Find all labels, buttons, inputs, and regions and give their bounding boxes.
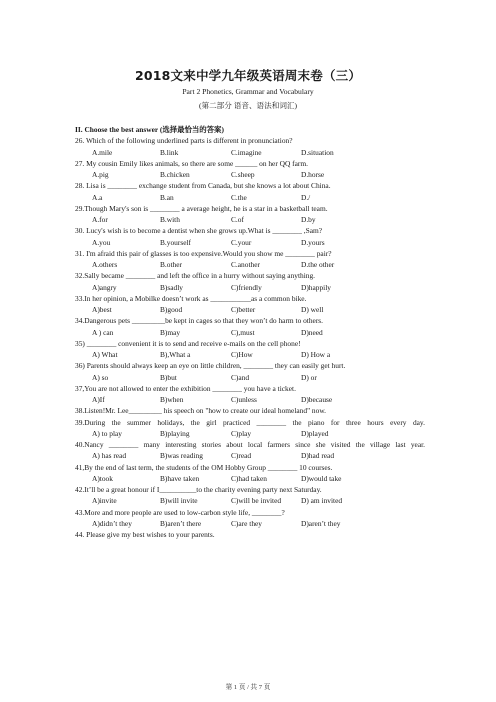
answer-option[interactable]: D.the other — [301, 260, 335, 269]
question-stem: 35) ________ convenient it is to send and receive e-mails on the cell phone! — [75, 338, 301, 348]
options-row — [75, 394, 425, 405]
options-row — [75, 259, 425, 270]
question-stem: 39.During the summer holidays, the girl practiced ________ the piano for three hours every day. — [75, 417, 425, 427]
answer-option[interactable]: B)when — [160, 395, 184, 404]
question-stem: 32.Sally became ________ and left the office in a hurry without saying anything. — [75, 271, 316, 281]
options-row — [75, 473, 425, 484]
answer-option[interactable]: C.of — [231, 215, 244, 224]
answer-option[interactable]: C.another — [231, 260, 260, 269]
answer-option[interactable]: B.yourself — [160, 237, 191, 247]
answer-option[interactable]: D) well — [301, 305, 324, 314]
answer-option[interactable]: D.yours — [301, 237, 325, 247]
answer-option[interactable]: B)sadly — [160, 282, 183, 292]
answer-option[interactable]: D) am invited — [301, 496, 343, 506]
answer-option[interactable]: A.others — [92, 260, 118, 269]
answer-option[interactable]: A)invite — [92, 496, 117, 506]
answer-option[interactable]: A.pig — [92, 170, 109, 179]
question-stem: 31. I'm afraid this pair of glasses is too expensive.Would you show me ________ pair? — [75, 248, 332, 258]
question-stem: 37,You are not allowed to enter the exhibition ________ you have a ticket. — [75, 383, 296, 393]
options-row — [75, 372, 425, 383]
answer-option[interactable]: A) so — [92, 372, 109, 382]
answer-option[interactable]: B)good — [160, 305, 183, 314]
answer-option[interactable]: C)unless — [231, 395, 257, 404]
options-row — [75, 327, 425, 338]
answer-option[interactable]: C)friendly — [231, 282, 262, 292]
answer-option[interactable]: B.other — [160, 260, 182, 269]
answer-option[interactable]: D)had read — [301, 451, 335, 461]
question-stem: 29.Though Mary's son is ________ a average height, he is a star in a basketball team. — [75, 203, 328, 213]
answer-option[interactable]: D)played — [301, 428, 329, 438]
question-stem: 36) Parents should always keep an eye on little children, ________ they can easily get hurt. — [75, 361, 346, 371]
section-heading: II. Choose the best answer (选择最恰当的答案) — [75, 125, 224, 134]
options-row — [75, 282, 425, 293]
answer-option[interactable]: A)angry — [92, 282, 117, 292]
answer-option[interactable]: A)didn’t they — [92, 518, 132, 528]
answer-option[interactable]: C)read — [231, 451, 252, 461]
options-row — [75, 192, 425, 203]
answer-option[interactable]: B)was reading — [160, 451, 203, 461]
page-subtitle: Part 2 Phonetics, Grammar and Vocabulary — [182, 87, 314, 96]
question-stem: 27. My cousin Emily likes animals, so there are some ______ on her QQ farm. — [75, 158, 308, 168]
answer-option[interactable]: D.by — [301, 215, 316, 224]
answer-option[interactable]: B)but — [160, 372, 177, 382]
answer-option[interactable]: B)aren’t there — [160, 518, 202, 528]
answer-option[interactable]: D)aren’t they — [301, 518, 341, 528]
answer-option[interactable]: C)are they — [231, 518, 262, 528]
question-stem: 30. Lucy's wish is to become a dentist when she grows up.What is ________ ,Sam? — [75, 226, 323, 236]
answer-option[interactable]: C.your — [231, 237, 252, 247]
answer-option[interactable]: B.with — [160, 215, 180, 224]
answer-option[interactable]: D)would take — [301, 473, 342, 483]
answer-option[interactable]: A)took — [92, 473, 113, 483]
answer-option[interactable]: C)better — [231, 305, 256, 314]
question-stem: 34.Dangerous pets _________be kept in cages so that they won’t do harm to others. — [75, 316, 324, 326]
answer-option[interactable]: A ) can — [92, 327, 114, 337]
options-row — [75, 349, 425, 360]
question-stem: 44. Please give my best wishes to your parents. — [75, 530, 215, 539]
answer-option[interactable]: D.horse — [301, 170, 325, 179]
question-stem: 26. Which of the following underlined parts is different in pronunciation? — [75, 136, 293, 146]
options-row — [75, 147, 425, 158]
answer-option[interactable]: D) How a — [301, 350, 331, 359]
answer-option[interactable]: B)playing — [160, 428, 190, 438]
answer-option[interactable]: C)and — [231, 372, 250, 382]
answer-option[interactable]: B)have taken — [160, 473, 200, 483]
answer-option[interactable]: B.link — [160, 147, 179, 157]
question-list — [75, 124, 425, 540]
answer-option[interactable]: C.the — [231, 192, 247, 202]
answer-option[interactable]: A.mile — [92, 147, 113, 157]
page-subtitle-chinese: (第二部分 语音、语法和词汇) — [198, 101, 298, 110]
options-row — [75, 428, 425, 439]
answer-option[interactable]: B),What a — [160, 350, 191, 359]
answer-option[interactable]: A)If — [92, 395, 105, 404]
answer-option[interactable]: D) or — [301, 372, 317, 382]
answer-option[interactable]: C.imagine — [231, 147, 262, 157]
answer-option[interactable]: B)may — [160, 327, 181, 337]
answer-option[interactable]: D./ — [301, 192, 311, 202]
question-stem: 38.Listen!Mr. Lee_________ his speech on "how to create our ideal homeland" now. — [75, 406, 327, 416]
answer-option[interactable]: C)will be invited — [231, 496, 282, 506]
answer-option[interactable]: D.situation — [301, 147, 334, 157]
answer-option[interactable]: D)because — [301, 395, 333, 404]
question-stem: 42.It’ll be a great honour if I__________to the charity evening party next Saturday. — [75, 485, 322, 494]
answer-option[interactable]: C.sheep — [231, 170, 255, 179]
answer-option[interactable]: A.you — [92, 237, 111, 247]
answer-option[interactable]: B.chicken — [160, 170, 190, 179]
answer-option[interactable]: C)How — [231, 350, 253, 359]
answer-option[interactable]: B)will invite — [160, 496, 198, 506]
options-row — [75, 450, 425, 461]
question-stem: 40.Nancy ________ many interesting stories about local farmers since she visited the village last year. — [75, 440, 425, 449]
question-stem: 43.More and more people are used to low-carbon style life, ________? — [75, 507, 285, 517]
answer-option[interactable]: C)play — [231, 428, 252, 438]
options-row — [75, 304, 425, 315]
options-row — [75, 237, 425, 248]
answer-option[interactable]: A.for — [92, 215, 108, 224]
page-title: 2018文来中学九年级英语周末卷（三） — [134, 68, 362, 83]
answer-option[interactable]: A) has read — [92, 451, 127, 461]
options-row — [75, 214, 425, 225]
question-stem: 41,By the end of last term, the students of the OM Hobby Group ________ 10 courses. — [75, 462, 333, 472]
answer-option[interactable]: B.an — [160, 192, 174, 202]
answer-option[interactable]: A.a — [92, 192, 103, 202]
answer-option[interactable]: C)had taken — [231, 473, 267, 483]
question-stem: 33.In her opinion, a Mobilke doesn’t work as ___________as a common bike. — [75, 293, 307, 303]
answer-option[interactable]: C),must — [231, 327, 255, 337]
question-stem: 28. Lisa is ________ exchange student from Canada, but she knows a lot about China. — [75, 181, 331, 191]
answer-option[interactable]: D)need — [301, 327, 323, 337]
options-row — [75, 169, 425, 180]
answer-option[interactable]: D)happily — [301, 282, 331, 292]
options-row — [75, 495, 425, 506]
answer-option[interactable]: A)best — [92, 305, 112, 314]
options-row — [75, 518, 425, 529]
answer-option[interactable]: A) to play — [92, 428, 122, 438]
answer-option[interactable]: A) What — [92, 350, 118, 359]
page-number: 第 1 页 / 共 7 页 — [225, 684, 271, 691]
